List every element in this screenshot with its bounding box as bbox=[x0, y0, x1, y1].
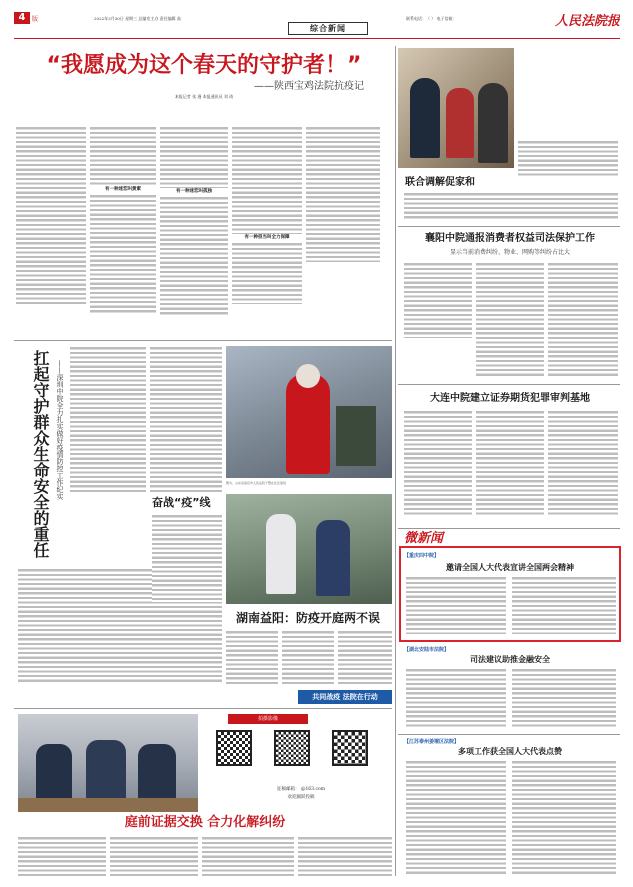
hunan-col2 bbox=[282, 630, 334, 686]
lead-subtitle: ——陕西宝鸡法院抗疫记 bbox=[254, 81, 364, 92]
qr-block bbox=[208, 714, 392, 812]
court-tag: 共同战疫 法院在行动 bbox=[298, 690, 392, 704]
vertical-subtitle: ——深圳中院全力扎实做好疫情防控工作纪实 bbox=[56, 360, 64, 500]
contact-line: 联系电话：（ ） 电子信箱： bbox=[406, 16, 457, 21]
brief2-tag: 【湖北安陆市法院】 bbox=[404, 647, 450, 653]
brief1-tag: 【重庆四中院】 bbox=[404, 553, 440, 559]
center-photo bbox=[226, 346, 392, 478]
right3-title: 大连中院建立证券期货犯罪审判基地 bbox=[430, 393, 590, 404]
family-photo bbox=[398, 48, 514, 168]
qr-code-left bbox=[216, 730, 252, 766]
bottom-photo bbox=[18, 714, 198, 812]
section-title: 综合新闻 bbox=[288, 22, 368, 35]
lead-body-col2 bbox=[90, 126, 156, 326]
center-photo-caption: 图为，山东省高密市人民法院干警在社区值班 bbox=[226, 481, 287, 485]
lead-sub3: 有一种担当叫全力保障 bbox=[244, 235, 290, 240]
lead-title: “我愿成为这个春天的守护者！” bbox=[46, 53, 362, 78]
right2-col1 bbox=[404, 262, 472, 340]
page-label: 版 bbox=[32, 16, 39, 23]
bottom-title: 庭前证据交换 合力化解纠纷 bbox=[124, 815, 286, 830]
family-photo-caption bbox=[518, 140, 618, 180]
right3-col1 bbox=[404, 410, 472, 518]
vertical-body-col2 bbox=[150, 346, 222, 496]
lead-sub2: 有一种迷恋叫孤独 bbox=[176, 189, 212, 194]
lead-sub1: 有一种迷恋叫黄素 bbox=[105, 187, 141, 192]
qr-code-right bbox=[332, 730, 368, 766]
right3-col3 bbox=[548, 410, 618, 518]
fight-photo bbox=[226, 494, 392, 604]
right3-col2 bbox=[476, 410, 544, 518]
bottom-col1 bbox=[18, 836, 106, 880]
brief1-col2 bbox=[512, 576, 616, 638]
page-number: 4 bbox=[14, 12, 30, 24]
brief2-title: 司法建议助推金融安全 bbox=[470, 655, 550, 664]
fight-title: 奋战“疫”线 bbox=[152, 496, 211, 509]
vertical-body-top bbox=[70, 346, 146, 496]
hunan-col1 bbox=[226, 630, 278, 686]
qr-sub: 欢迎踊跃投稿 bbox=[287, 795, 315, 800]
page-header bbox=[14, 10, 620, 42]
bottom-col3 bbox=[202, 836, 294, 880]
fight-body bbox=[152, 514, 222, 604]
right2-subtitle: 显示当前消费纠纷、物业、网购等纠纷占比大 bbox=[449, 249, 570, 256]
brief3-tag: 【江苏泰州姜堰区法院】 bbox=[404, 739, 460, 745]
vertical-title: 扛起守护群众生命安全的重任 bbox=[31, 350, 50, 558]
brief3-title: 多项工作获全国人大代表点赞 bbox=[458, 747, 562, 756]
brief2-col2 bbox=[512, 668, 616, 730]
lead-body-col5 bbox=[306, 126, 380, 266]
bottom-col4 bbox=[298, 836, 392, 880]
brief1-col1 bbox=[406, 576, 506, 638]
right1-title: 联合调解促家和 bbox=[405, 177, 475, 188]
date-line: 2022年3月30日 星期三 总编室主办 责任编辑 高 bbox=[94, 16, 181, 21]
qr-label: 拍摄影像 bbox=[228, 714, 308, 724]
right2-col3 bbox=[548, 262, 618, 380]
lead-byline: 本报记者 张 漫 本报通讯员 刘 琦 bbox=[174, 94, 234, 99]
lead-body-col4 bbox=[232, 126, 302, 306]
right2-title: 襄阳中院通报消费者权益司法保护工作 bbox=[425, 233, 595, 244]
lead-body-col1 bbox=[16, 126, 86, 316]
hunan-col3 bbox=[338, 630, 392, 686]
lead-headline bbox=[14, 52, 394, 112]
hunan-title: 湖南益阳：防疫开庭两不误 bbox=[235, 611, 380, 625]
brief3-col1 bbox=[406, 760, 506, 878]
right2-col2 bbox=[476, 262, 544, 380]
brief3-col2 bbox=[512, 760, 616, 878]
qr-code-center bbox=[274, 730, 310, 766]
brief2-col1 bbox=[406, 668, 506, 730]
micro-news-logo: 微新闻 bbox=[404, 531, 444, 546]
bottom-col2 bbox=[110, 836, 198, 880]
qr-email: 征稿邮箱： @163.com bbox=[277, 787, 325, 792]
paper-name: 人民法院报 bbox=[554, 14, 620, 29]
brief1-title: 邀请全国人大代表宣讲全国两会精神 bbox=[446, 563, 574, 572]
lead-body-col3 bbox=[160, 126, 228, 336]
right1-body bbox=[404, 192, 618, 222]
